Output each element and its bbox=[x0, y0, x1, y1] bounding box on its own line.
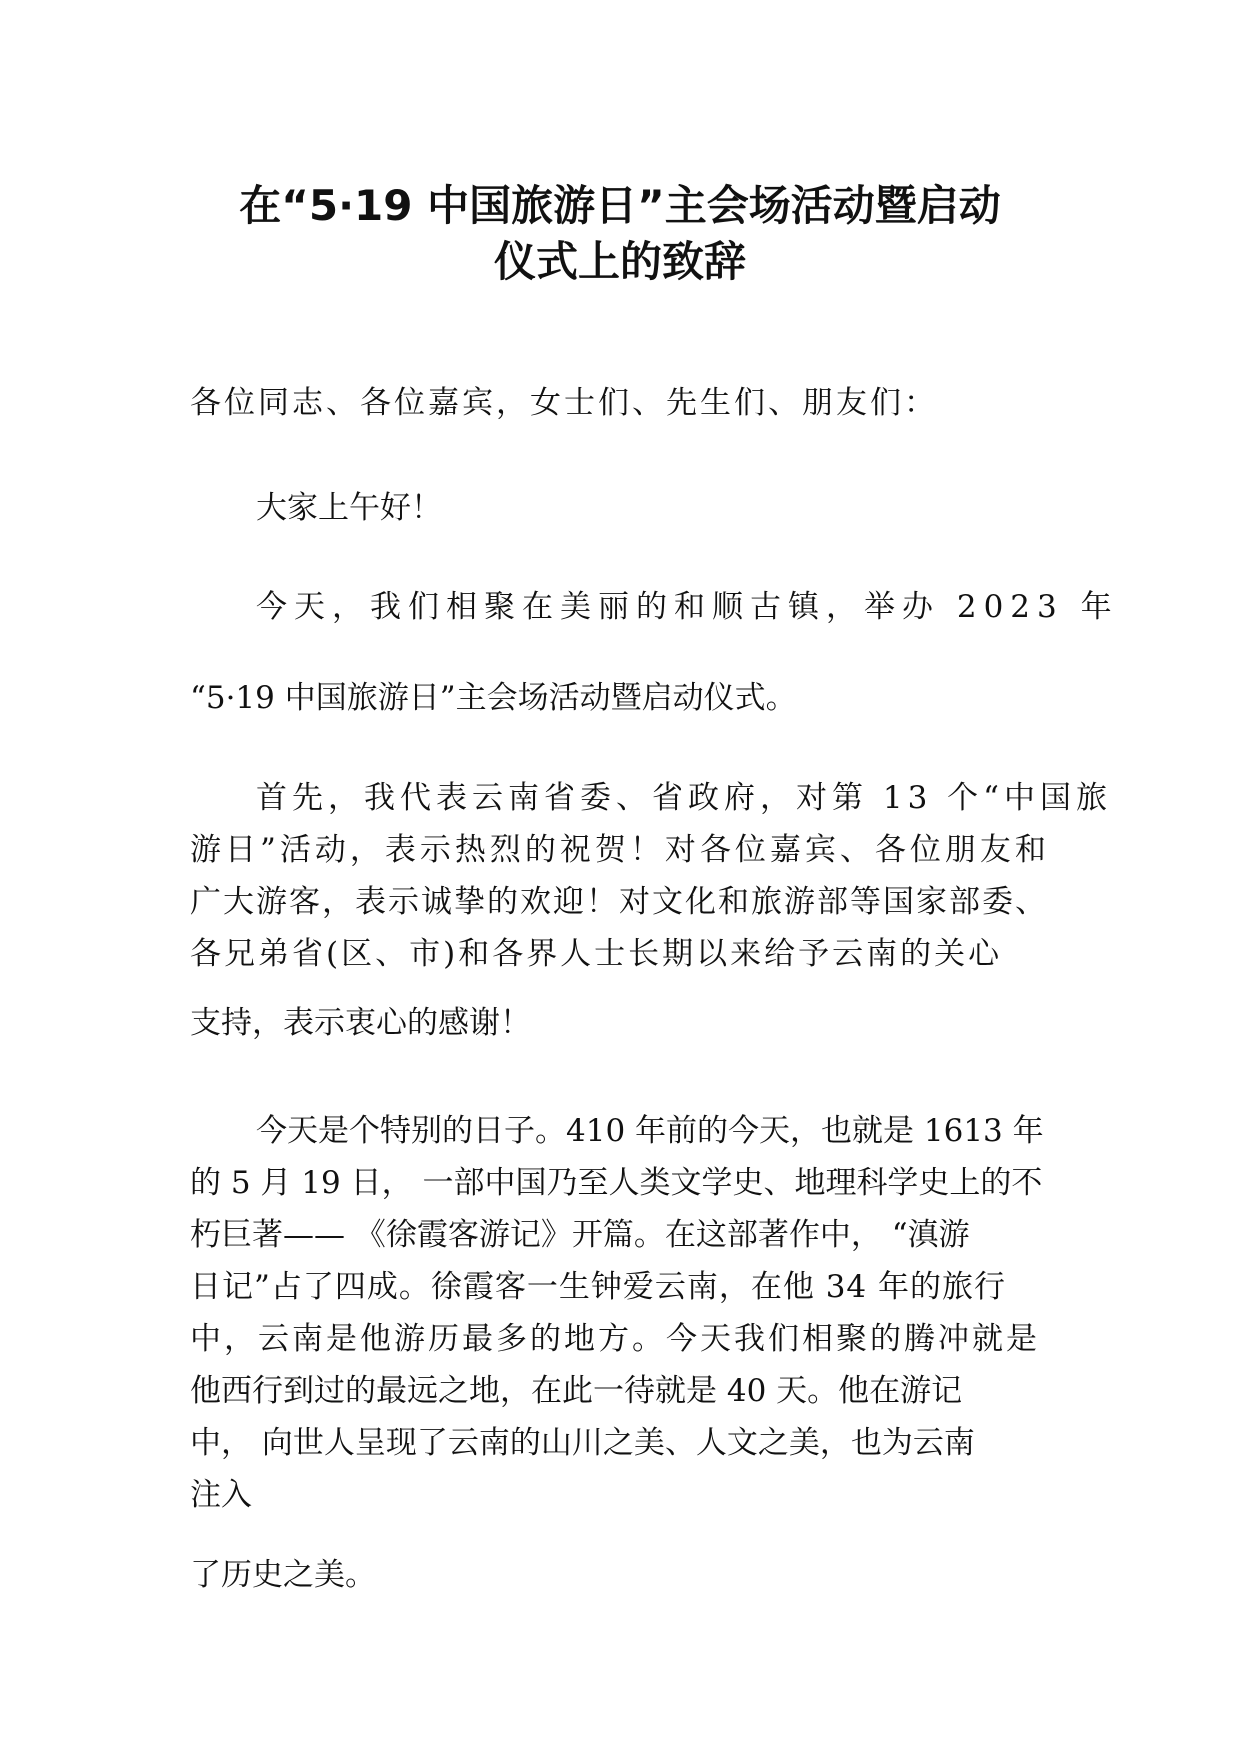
paragraph-3-line-4: 各兄弟省(区、市)和各界人士长期以来给予云南的关心 bbox=[190, 936, 1003, 972]
paragraph-4-line-9: 了历史之美。 bbox=[190, 1557, 376, 1593]
document-title-line-1: 在“5·19 中国旅游日”主会场活动暨启动 bbox=[239, 181, 1001, 230]
paragraph-3-line-1: 首先，我代表云南省委、省政府，对第 13 个“中国旅 bbox=[256, 780, 1113, 816]
paragraph-4-line-8: 注入 bbox=[190, 1477, 252, 1513]
paragraph-3-line-5: 支持，表示衷心的感谢！ bbox=[190, 1005, 531, 1041]
paragraph-4-line-4: 日记”占了四成。徐霞客一生钟爱云南，在他 34 年的旅行 bbox=[190, 1269, 1006, 1305]
paragraph-2-line-2: “5·19 中国旅游日”主会场活动暨启动仪式。 bbox=[190, 680, 797, 716]
paragraph-4-line-2: 的 5 月 19 日， 一部中国乃至人类文学史、地理科学史上的不 bbox=[190, 1165, 1043, 1201]
paragraph-1-line-1: 大家上午好！ bbox=[256, 490, 442, 526]
paragraph-3-line-3: 广大游客，表示诚挚的欢迎！对文化和旅游部等国家部委、 bbox=[190, 884, 1048, 920]
document-title-line-2: 仪式上的致辞 bbox=[493, 237, 746, 286]
paragraph-3-line-2: 游日”活动，表示热烈的祝贺！对各位嘉宾、各位朋友和 bbox=[190, 832, 1050, 868]
paragraph-4-line-1: 今天是个特别的日子。410 年前的今天，也就是 1613 年 bbox=[256, 1113, 1044, 1149]
paragraph-4-line-7: 中， 向世人呈现了云南的山川之美、人文之美，也为云南 bbox=[190, 1425, 975, 1461]
paragraph-4-line-3: 朽巨著—— 《徐霞客游记》开篇。在这部著作中， “滇游 bbox=[190, 1217, 970, 1253]
greeting-line: 各位同志、各位嘉宾，女士们、先生们、朋友们： bbox=[190, 385, 938, 421]
paragraph-4-line-5: 中，云南是他游历最多的地方。今天我们相聚的腾冲就是 bbox=[190, 1321, 1040, 1357]
paragraph-4-line-6: 他西行到过的最远之地，在此一待就是 40 天。他在游记 bbox=[190, 1373, 963, 1409]
paragraph-2-line-1: 今天，我们相聚在美丽的和顺古镇，举办 2023 年 bbox=[256, 589, 1119, 625]
